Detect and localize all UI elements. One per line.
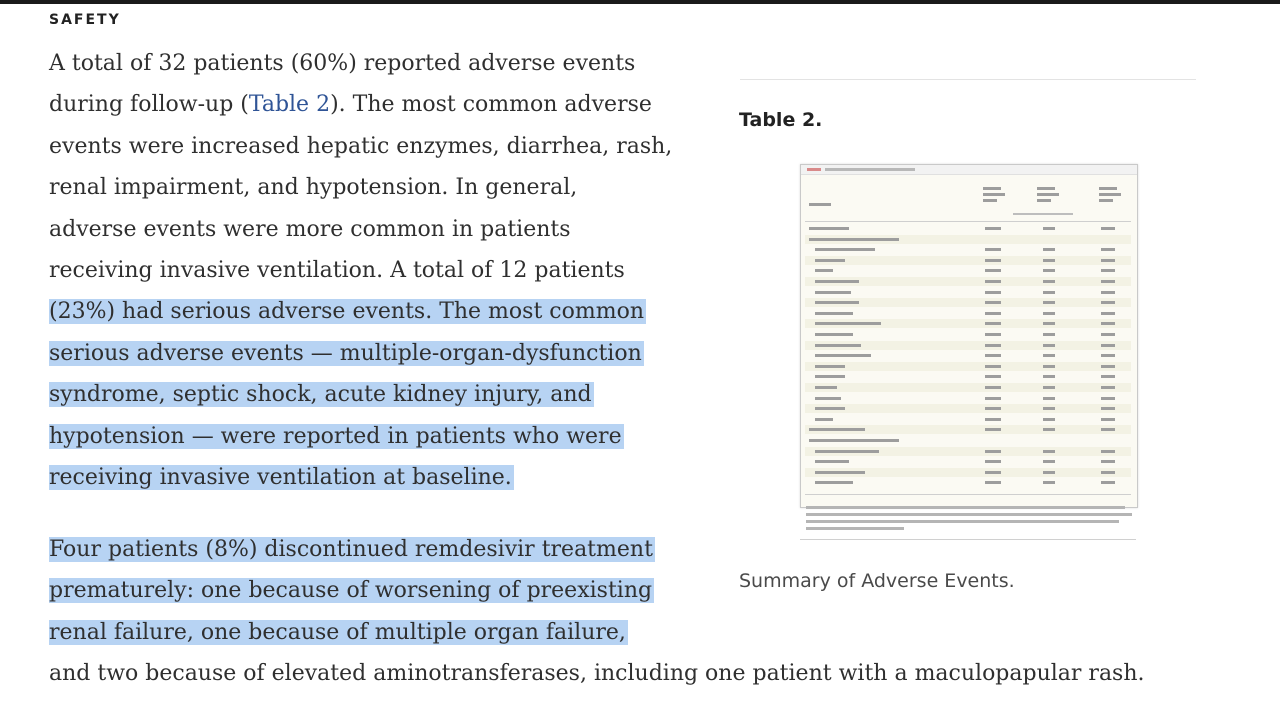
footnote-line [806, 506, 1125, 509]
thumbnail-text-mark [985, 375, 1001, 378]
thumbnail-text-mark [809, 238, 899, 241]
thumbnail-text-mark [1043, 333, 1055, 336]
thumbnail-text-mark [983, 187, 1001, 190]
paragraph-discontinuation [49, 529, 1145, 695]
thumbnail-text-mark [1043, 375, 1055, 378]
thumbnail-row-stripe [805, 362, 1131, 371]
thumbnail-text-mark [1101, 471, 1115, 474]
thumbnail-text-mark [1037, 187, 1055, 190]
thumbnail-text-mark [1043, 344, 1055, 347]
selection-highlight[interactable]: Four patients (8%) discontinued remdesivir treatment [49, 537, 653, 562]
thumbnail-rule [805, 221, 1131, 222]
thumbnail-text-mark [815, 418, 833, 421]
thumbnail-text-mark [815, 450, 879, 453]
thumbnail-text-mark [815, 269, 833, 272]
thumbnail-text-mark [1043, 354, 1055, 357]
thumbnail-text-mark [1101, 280, 1115, 283]
text-line: renal impairment, and hypotension. In general, [49, 175, 578, 201]
thumbnail-text-mark [1043, 269, 1055, 272]
text-line-selected[interactable] [49, 374, 672, 415]
thumbnail-text-mark [1043, 386, 1055, 389]
thumbnail-text-mark [1043, 322, 1055, 325]
thumbnail-text-mark [1101, 227, 1115, 230]
thumbnail-text-mark [815, 397, 841, 400]
text-line: receiving invasive ventilation. A total of 12 patients [49, 258, 625, 284]
thumbnail-text-mark [1043, 428, 1055, 431]
selection-highlight[interactable]: renal failure, one because of multiple organ failure, [49, 619, 626, 645]
table-2-link[interactable]: Table 2 [248, 92, 331, 118]
thumbnail-text-mark [1101, 450, 1115, 453]
top-border [0, 0, 1280, 4]
selection-highlight[interactable]: hypotension — were reported in patients who were [49, 423, 622, 449]
thumbnail-text-mark [809, 428, 865, 431]
thumbnail-text-mark [815, 322, 881, 325]
thumbnail-text-mark [809, 439, 899, 442]
thumbnail-text-mark [1101, 333, 1115, 336]
thumbnail-text-mark [985, 280, 1001, 283]
thumbnail-text-mark [985, 365, 1001, 368]
section-heading: SAFETY [49, 12, 121, 28]
thumbnail-row-stripe [805, 404, 1131, 413]
thumbnail-row-stripe [805, 256, 1131, 265]
thumbnail-text-mark [1043, 397, 1055, 400]
table-footnote [806, 506, 1132, 534]
thumbnail-text-mark [1099, 187, 1117, 190]
thumbnail-text-mark [985, 354, 1001, 357]
thumbnail-text-mark [815, 471, 865, 474]
thumbnail-text-mark [1043, 365, 1055, 368]
thumbnail-text-mark [815, 365, 845, 368]
thumbnail-text-mark [1043, 312, 1055, 315]
thumbnail-rule [805, 494, 1131, 495]
thumbnail-text-mark [815, 344, 861, 347]
thumbnail-text-mark [1101, 312, 1115, 315]
thumbnail-text-mark [985, 291, 1001, 294]
thumbnail-text-mark [1101, 248, 1115, 251]
thumbnail-text-mark [1037, 199, 1051, 202]
thumbnail-text-mark [815, 481, 853, 484]
text-line-selected[interactable] [49, 457, 672, 498]
thumbnail-text-mark [985, 397, 1001, 400]
thumbnail-text-mark [1043, 471, 1055, 474]
thumbnail-text-mark [985, 269, 1001, 272]
thumbnail-text-mark [985, 344, 1001, 347]
thumbnail-text-mark [1101, 259, 1115, 262]
figure-bottom-rule [800, 539, 1136, 540]
thumbnail-text-mark [985, 227, 1001, 230]
text-line-selected[interactable] [49, 529, 1145, 570]
table-title-mark [825, 168, 915, 171]
thumbnail-text-mark [985, 259, 1001, 262]
text-line: events were increased hepatic enzymes, diarrhea, rash, [49, 133, 673, 159]
thumbnail-text-mark [1043, 301, 1055, 304]
thumbnail-text-mark [985, 322, 1001, 325]
thumbnail-text-mark [815, 333, 853, 336]
figure-divider [740, 79, 1196, 80]
thumbnail-text-mark [1101, 301, 1115, 304]
thumbnail-row-stripe [805, 383, 1131, 392]
thumbnail-text-mark [815, 259, 845, 262]
thumbnail-text-mark [815, 460, 849, 463]
table-label-mark [807, 168, 821, 171]
thumbnail-text-mark [985, 428, 1001, 431]
thumbnail-text-mark [1043, 460, 1055, 463]
thumbnail-text-mark [809, 227, 849, 230]
thumbnail-text-mark [815, 375, 845, 378]
text-line-selected[interactable] [49, 291, 672, 332]
table-thumbnail[interactable] [800, 164, 1138, 508]
text-line: adverse events were more common in patients [49, 216, 571, 242]
thumbnail-text-mark [1101, 365, 1115, 368]
thumbnail-text-mark [1013, 213, 1073, 215]
table-thumbnail-header [801, 165, 1137, 175]
thumbnail-text-mark [1101, 407, 1115, 410]
thumbnail-text-mark [985, 460, 1001, 463]
thumbnail-text-mark [815, 407, 845, 410]
text-line-selected[interactable] [49, 333, 672, 374]
thumbnail-text-mark [985, 386, 1001, 389]
thumbnail-text-mark [1043, 481, 1055, 484]
selection-highlight[interactable]: serious adverse events — multiple-organ-dysfunction [49, 340, 642, 366]
thumbnail-text-mark [1101, 418, 1115, 421]
thumbnail-text-mark [1101, 481, 1115, 484]
text-line: A total of 32 patients (60%) reported adverse events [49, 51, 636, 76]
thumbnail-text-mark [985, 407, 1001, 410]
footnote-line [806, 520, 1119, 523]
thumbnail-text-mark [815, 248, 875, 251]
selection-highlight[interactable]: syndrome, septic shock, acute kidney injury, and [49, 382, 592, 408]
thumbnail-text-mark [815, 280, 859, 283]
thumbnail-text-mark [1101, 354, 1115, 357]
footnote-line [806, 527, 904, 530]
thumbnail-text-mark [1101, 397, 1115, 400]
text-segment: during follow-up ( [49, 92, 249, 118]
thumbnail-text-mark [985, 450, 1001, 453]
thumbnail-text-mark [985, 471, 1001, 474]
selection-highlight[interactable]: prematurely: one because of worsening of preexisting [49, 578, 653, 604]
thumbnail-text-mark [1043, 248, 1055, 251]
text-line-selected[interactable] [49, 416, 672, 457]
thumbnail-text-mark [815, 386, 837, 389]
selection-highlight[interactable]: receiving invasive ventilation at baseline. [49, 465, 512, 491]
thumbnail-text-mark [1099, 199, 1113, 202]
thumbnail-text-mark [1101, 428, 1115, 431]
thumbnail-text-mark [815, 291, 851, 294]
thumbnail-text-mark [1101, 322, 1115, 325]
thumbnail-text-mark [1043, 259, 1055, 262]
thumbnail-text-mark [1101, 375, 1115, 378]
thumbnail-text-mark [815, 354, 871, 357]
thumbnail-text-mark [1043, 407, 1055, 410]
thumbnail-text-mark [809, 203, 831, 206]
thumbnail-text-mark [985, 312, 1001, 315]
thumbnail-text-mark [1043, 280, 1055, 283]
paragraph-safety [49, 43, 672, 498]
figure-caption: Summary of Adverse Events. [739, 570, 1015, 592]
text-line: and two because of elevated aminotransferases, including one patient with a maculopapular rash. [49, 661, 1145, 687]
thumbnail-text-mark [985, 418, 1001, 421]
text-line-selected[interactable] [49, 612, 1145, 653]
thumbnail-text-mark [1043, 418, 1055, 421]
thumbnail-text-mark [1043, 291, 1055, 294]
thumbnail-text-mark [1101, 344, 1115, 347]
thumbnail-text-mark [1099, 193, 1121, 196]
thumbnail-text-mark [1101, 291, 1115, 294]
thumbnail-text-mark [985, 333, 1001, 336]
text-line [49, 84, 672, 125]
thumbnail-text-mark [983, 199, 997, 202]
thumbnail-text-mark [1101, 386, 1115, 389]
thumbnail-text-mark [985, 481, 1001, 484]
thumbnail-text-mark [983, 193, 1005, 196]
table-title: Table 2. [739, 109, 823, 131]
thumbnail-text-mark [815, 301, 859, 304]
thumbnail-text-mark [1101, 269, 1115, 272]
thumbnail-text-mark [985, 301, 1001, 304]
text-segment: ). The most common adverse [330, 92, 652, 118]
thumbnail-text-mark [1043, 450, 1055, 453]
selection-highlight[interactable]: (23%) had serious adverse events. The most common [49, 299, 644, 325]
thumbnail-text-mark [815, 312, 853, 315]
thumbnail-text-mark [1101, 460, 1115, 463]
thumbnail-text-mark [1043, 227, 1055, 230]
thumbnail-text-mark [1037, 193, 1059, 196]
thumbnail-text-mark [985, 248, 1001, 251]
footnote-line [806, 513, 1132, 516]
